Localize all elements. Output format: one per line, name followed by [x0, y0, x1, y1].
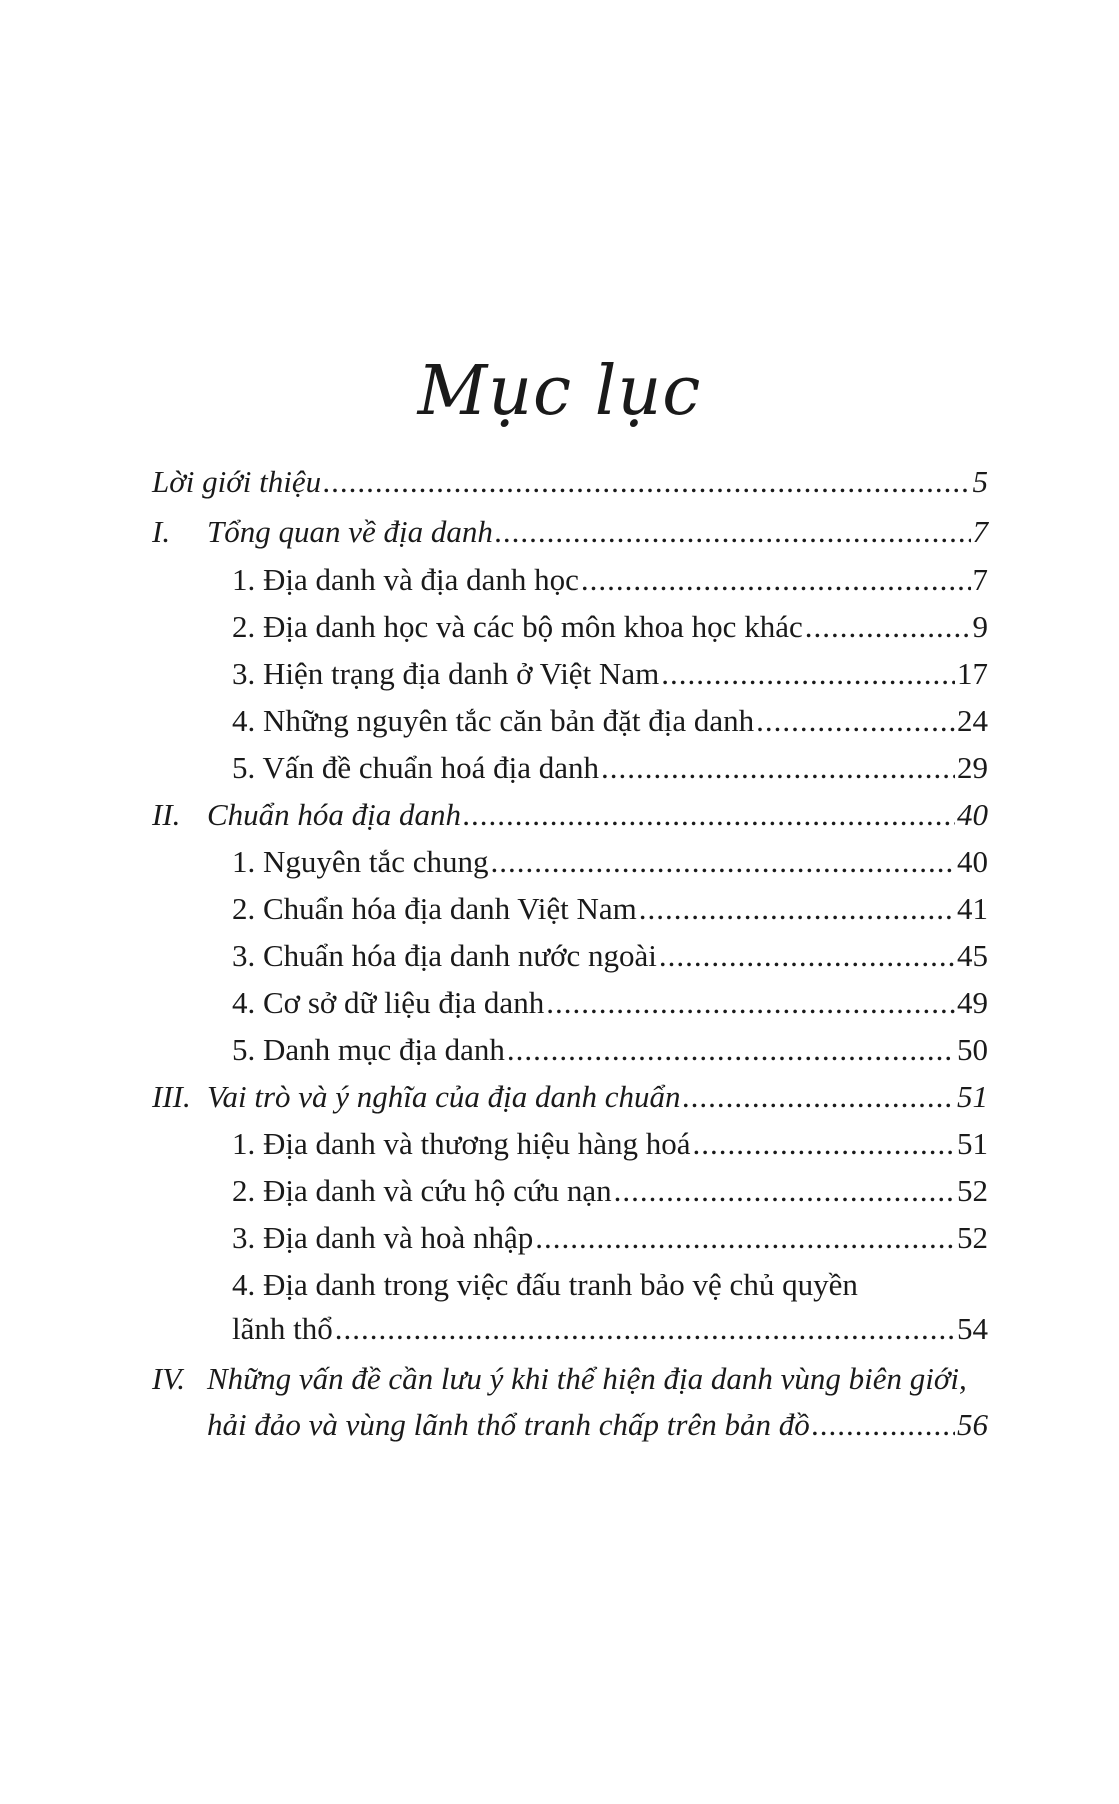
section-numeral: II. — [152, 797, 181, 832]
toc-page-number: 40 — [957, 797, 988, 832]
toc-section-4[interactable] — [207, 1405, 988, 1445]
toc-entry-2-2[interactable] — [232, 889, 988, 929]
toc-page-number: 29 — [957, 750, 988, 785]
toc-entry-3-1[interactable] — [232, 1124, 988, 1164]
dot-leader — [335, 1309, 955, 1349]
dot-leader — [463, 795, 955, 835]
toc-entry-text: lãnh thổ — [232, 1311, 333, 1346]
dot-leader — [323, 462, 970, 502]
toc-entry-1-1[interactable] — [232, 560, 988, 600]
toc-entry-text: 3. Chuẩn hóa địa danh nước ngoài — [232, 938, 657, 973]
toc-page-number: 54 — [957, 1311, 988, 1346]
toc-entry-text: 5. Danh mục địa danh — [232, 1032, 505, 1067]
toc-section-1[interactable] — [152, 512, 988, 552]
toc-page-number: 7 — [972, 562, 988, 597]
toc-entry-2-4[interactable] — [232, 983, 988, 1023]
toc-entry-text: 1. Địa danh và thương hiệu hàng hoá — [232, 1126, 691, 1161]
toc-page-number: 17 — [957, 656, 988, 691]
dot-leader — [535, 1218, 955, 1258]
page-title: Mục lục — [417, 352, 702, 431]
dot-leader — [601, 748, 955, 788]
toc-entry-3-4-line1[interactable]: 4. Địa danh trong việc đấu tranh bảo vệ chủ quyền — [232, 1267, 858, 1302]
toc-entry-2-5[interactable] — [232, 1030, 988, 1070]
dot-leader — [491, 842, 955, 882]
dot-leader — [546, 983, 955, 1023]
dot-leader — [639, 889, 955, 929]
section-numeral: IV. — [152, 1361, 186, 1396]
dot-leader — [581, 560, 971, 600]
toc-entry-text: Chuẩn hóa địa danh — [207, 797, 462, 832]
toc-section-3[interactable] — [152, 1077, 988, 1117]
toc-entry-text: 2. Địa danh học và các bộ môn khoa học khác — [232, 609, 803, 644]
toc-entry-3-4[interactable] — [232, 1309, 988, 1349]
toc-entry-text: Lời giới thiệu — [152, 464, 322, 499]
toc-entry-text: 1. Nguyên tắc chung — [232, 844, 489, 879]
toc-page-number: 5 — [972, 464, 988, 499]
toc-page-number: 50 — [957, 1032, 988, 1067]
toc-page-number: 52 — [957, 1220, 988, 1255]
dot-leader — [683, 1077, 955, 1117]
toc-section-4-line1[interactable]: Những vấn đề cần lưu ý khi thể hiện địa danh vùng biên giới, — [207, 1361, 967, 1396]
toc-entry-text: Tổng quan về địa danh — [207, 514, 493, 549]
toc-section-2[interactable] — [152, 795, 988, 835]
toc-entry-text: 2. Chuẩn hóa địa danh Việt Nam — [232, 891, 637, 926]
toc-page-number: 24 — [957, 703, 988, 738]
toc-page-number: 9 — [972, 609, 988, 644]
dot-leader — [805, 607, 971, 647]
toc-entry-3-3[interactable] — [232, 1218, 988, 1258]
toc-page-number: 51 — [957, 1126, 988, 1161]
dot-leader — [661, 654, 955, 694]
toc-entry-text: 4. Cơ sở dữ liệu địa danh — [232, 985, 545, 1020]
toc-page-number: 49 — [957, 985, 988, 1020]
toc-entry-1-5[interactable] — [232, 748, 988, 788]
toc-entry-text: 2. Địa danh và cứu hộ cứu nạn — [232, 1173, 612, 1208]
toc-entry-1-4[interactable] — [232, 701, 988, 741]
toc-entry-text: 5. Vấn đề chuẩn hoá địa danh — [232, 750, 600, 785]
toc-entry-1-2[interactable] — [232, 607, 988, 647]
dot-leader — [756, 701, 955, 741]
toc-entry-intro[interactable] — [152, 462, 988, 502]
toc-page-number: 51 — [957, 1079, 988, 1114]
toc-page-number: 41 — [957, 891, 988, 926]
section-numeral: III. — [152, 1079, 191, 1114]
toc-entry-1-3[interactable] — [232, 654, 988, 694]
toc-page-number: 52 — [957, 1173, 988, 1208]
toc-entry-text: hải đảo và vùng lãnh thổ tranh chấp trên bản đồ — [207, 1407, 810, 1442]
toc-page-number: 7 — [972, 514, 988, 549]
toc-page-number: 40 — [957, 844, 988, 879]
toc-entry-3-2[interactable] — [232, 1171, 988, 1211]
toc-page-number: 45 — [957, 938, 988, 973]
toc-entry-text: 3. Hiện trạng địa danh ở Việt Nam — [232, 656, 660, 691]
toc-entry-2-1[interactable] — [232, 842, 988, 882]
toc-entry-2-3[interactable] — [232, 936, 988, 976]
toc-entry-text: 4. Những nguyên tắc căn bản đặt địa danh — [232, 703, 755, 738]
toc-entry-text: Vai trò và ý nghĩa của địa danh chuẩn — [207, 1079, 681, 1114]
toc-entry-text: 3. Địa danh và hoà nhập — [232, 1220, 534, 1255]
dot-leader — [692, 1124, 955, 1164]
toc-entry-text: 1. Địa danh và địa danh học — [232, 562, 579, 597]
dot-leader — [614, 1171, 955, 1211]
toc-page-number: 56 — [957, 1407, 988, 1442]
dot-leader — [812, 1405, 955, 1445]
dot-leader — [659, 936, 955, 976]
dot-leader — [507, 1030, 955, 1070]
section-numeral: I. — [152, 514, 171, 549]
dot-leader — [495, 512, 971, 552]
